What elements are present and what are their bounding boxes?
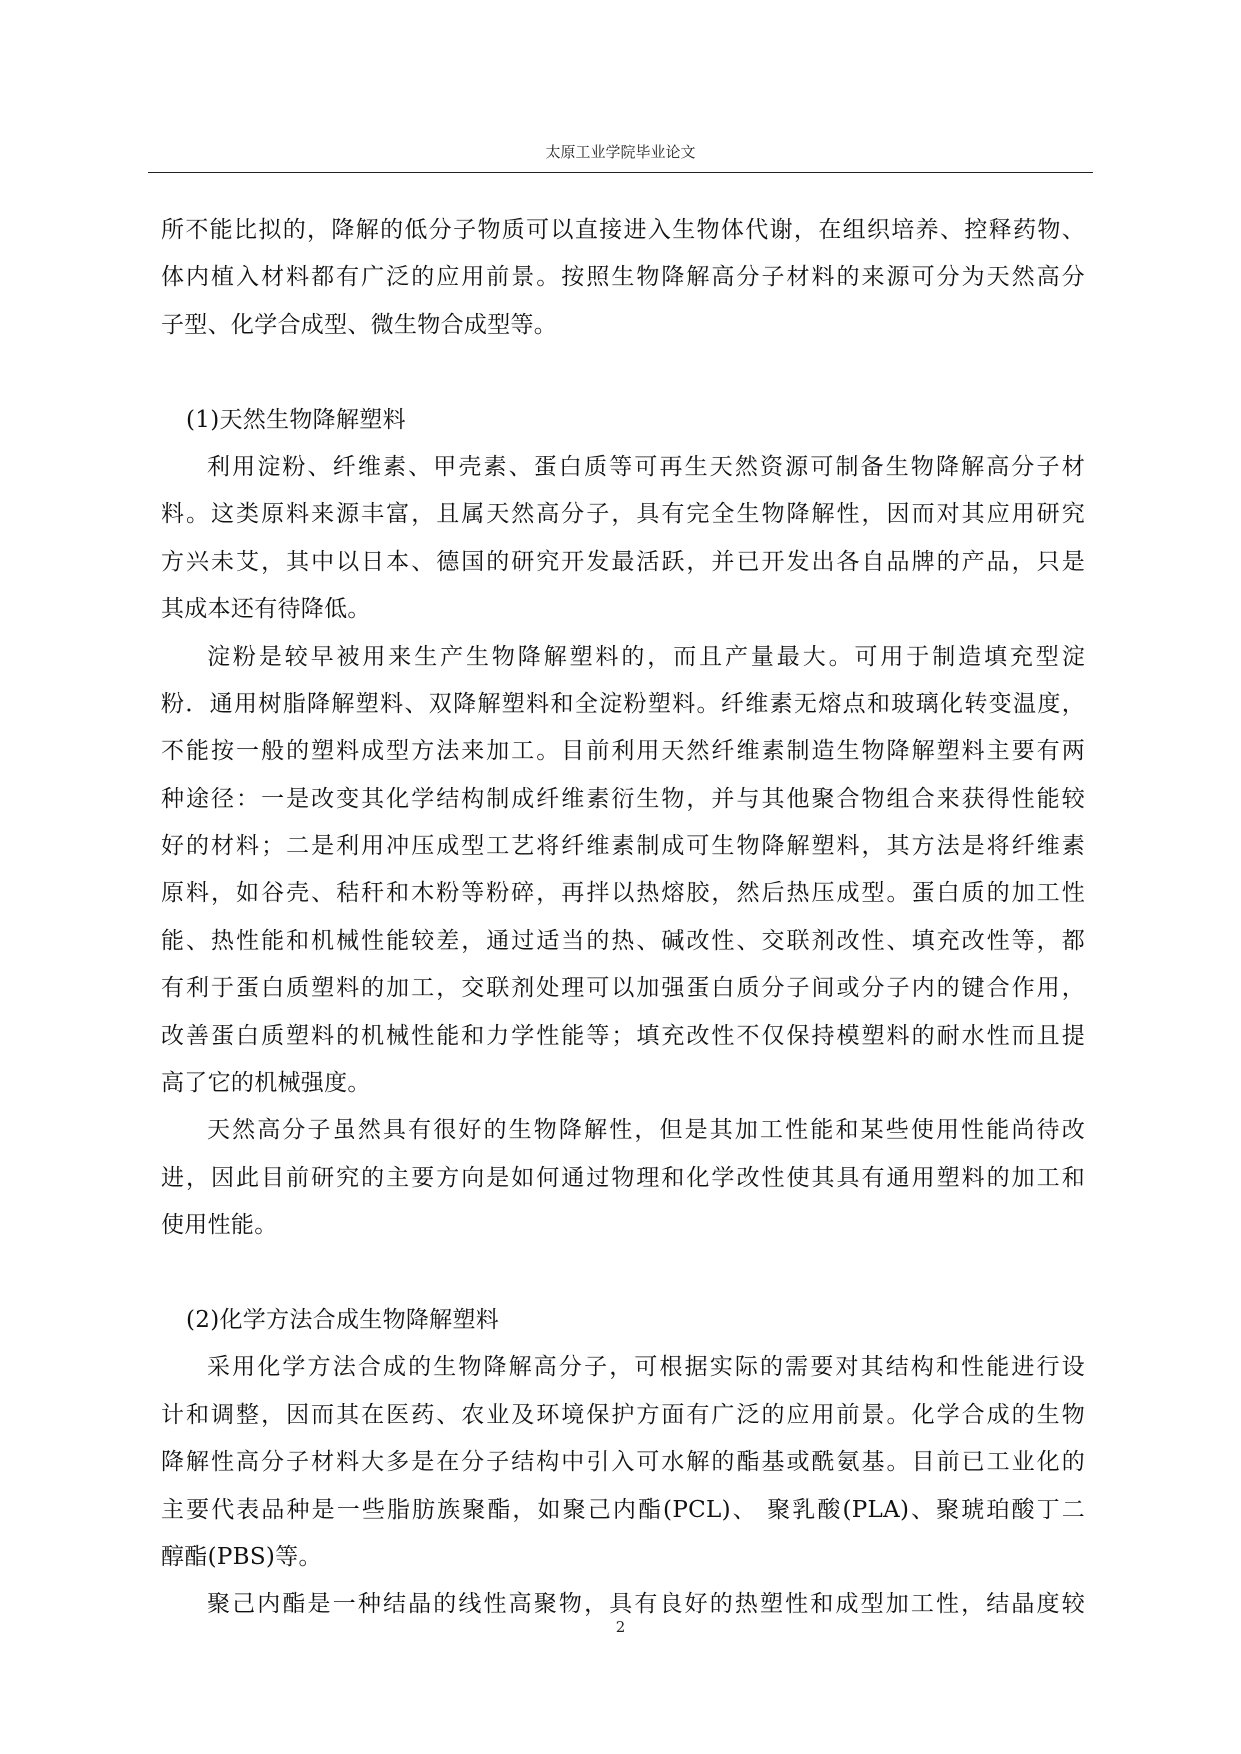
text-line: 改善蛋白质塑料的机械性能和力学性能等；填充改性不仅保持模塑料的耐水性而且提 bbox=[161, 1022, 1085, 1049]
text-line: 好的材料；二是利用冲压成型工艺将纤维素制成可生物降解塑料，其方法是将纤维素 bbox=[161, 833, 1085, 860]
text-line: 体内植入材料都有广泛的应用前景。按照生物降解高分子材料的来源可分为天然高分 bbox=[161, 264, 1085, 291]
paragraph-s2-1 bbox=[161, 1344, 1085, 1581]
paragraph-s1-2 bbox=[161, 634, 1085, 1108]
text-line: 所不能比拟的，降解的低分子物质可以直接进入生物体代谢，在组织培养、控释药物、 bbox=[161, 217, 1085, 243]
text-line: 主要代表品种是一些脂肪族聚酯，如聚己内酯(PCL)、 聚乳酸(PLA)、聚琥珀酸丁二 bbox=[161, 1496, 1085, 1523]
text-line: 利用淀粉、纤维素、甲壳素、蛋白质等可再生天然资源可制备生物降解高分子材 bbox=[207, 453, 1085, 480]
text-line: 其成本还有待降低。 bbox=[161, 596, 371, 623]
text-line: 原料，如谷壳、秸秆和木粉等粉碎，再拌以热熔胶，然后热压成型。蛋白质的加工性 bbox=[161, 880, 1085, 907]
text-line: 能、热性能和机械性能较差，通过适当的热、碱改性、交联剂改性、填充改性等，都 bbox=[161, 927, 1085, 954]
text-line: 天然高分子虽然具有很好的生物降解性，但是其加工性能和某些使用性能尚待改 bbox=[207, 1117, 1085, 1144]
spacer bbox=[161, 349, 1085, 396]
spacer bbox=[161, 1250, 1085, 1297]
document-body bbox=[161, 207, 1085, 1629]
paragraph-s1-3 bbox=[161, 1107, 1085, 1249]
text-line: 子型、化学合成型、微生物合成型等。 bbox=[161, 311, 558, 338]
text-line: 有利于蛋白质塑料的加工，交联剂处理可以加强蛋白质分子间或分子内的键合作用， bbox=[161, 975, 1085, 1002]
text-line: 使用性能。 bbox=[161, 1212, 278, 1239]
text-line: 降解性高分子材料大多是在分子结构中引入可水解的酯基或酰氨基。目前已工业化的 bbox=[161, 1449, 1085, 1476]
text-line: 粉．通用树脂降解塑料、双降解塑料和全淀粉塑料。纤维素无熔点和玻璃化转变温度， bbox=[161, 690, 1085, 717]
page-header bbox=[148, 140, 1093, 173]
text-line: 聚己内酯是一种结晶的线性高聚物，具有良好的热塑性和成型加工性，结晶度较 bbox=[207, 1591, 1085, 1618]
text-line: 料。这类原料来源丰富，且属天然高分子，具有完全生物降解性，因而对其应用研究 bbox=[161, 501, 1085, 528]
text-line: 淀粉是较早被用来生产生物降解塑料的，而且产量最大。可用于制造填充型淀 bbox=[207, 643, 1085, 670]
text-line: 高了它的机械强度。 bbox=[161, 1070, 371, 1097]
page-number: 2 bbox=[615, 1618, 626, 1636]
section-heading-1: (1)天然生物降解塑料 bbox=[186, 406, 406, 433]
text-line: 进，因此目前研究的主要方向是如何通过物理和化学改性使其具有通用塑料的加工和 bbox=[161, 1164, 1085, 1191]
paragraph-intro bbox=[161, 207, 1085, 349]
text-line: 种途径：一是改变其化学结构制成纤维素衍生物，并与其他聚合物组合来获得性能较 bbox=[161, 785, 1085, 812]
text-line: 方兴未艾，其中以日本、德国的研究开发最活跃，并已开发出各自品牌的产品，只是 bbox=[161, 548, 1085, 575]
text-line: 采用化学方法合成的生物降解高分子，可根据实际的需要对其结构和性能进行设 bbox=[207, 1354, 1085, 1381]
text-line: 醇酯(PBS)等。 bbox=[161, 1543, 322, 1570]
text-line: 不能按一般的塑料成型方法来加工。目前利用天然纤维素制造生物降解塑料主要有两 bbox=[161, 738, 1085, 765]
section-heading-2: (2)化学方法合成生物降解塑料 bbox=[186, 1306, 500, 1333]
header-title: 太原工业学院毕业论文 bbox=[545, 143, 696, 161]
text-line: 计和调整，因而其在医药、农业及环境保护方面有广泛的应用前景。化学合成的生物 bbox=[161, 1401, 1085, 1428]
paragraph-s1-1 bbox=[161, 444, 1085, 634]
